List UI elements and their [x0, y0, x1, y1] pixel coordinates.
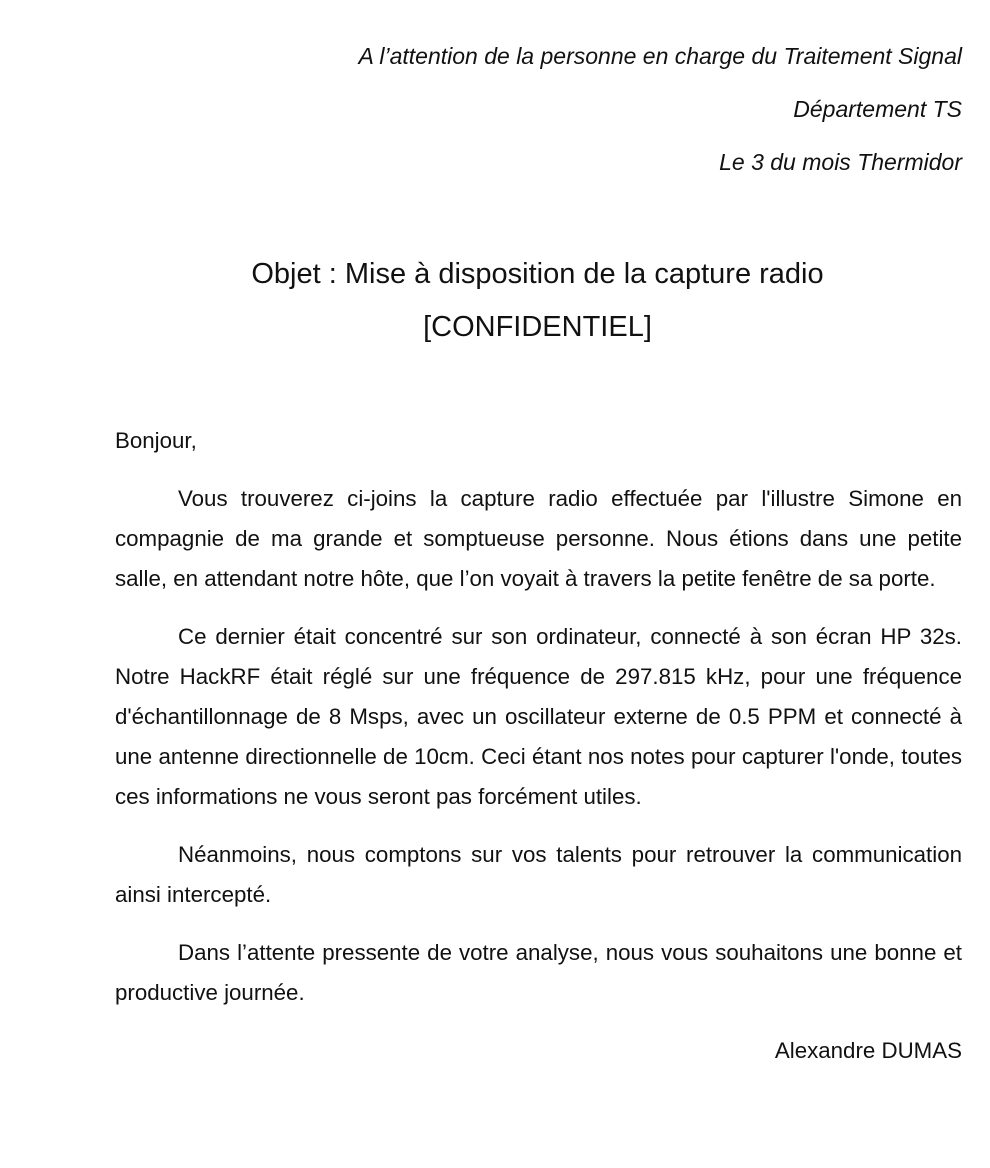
confidential-label: [CONFIDENTIEL] [423, 311, 652, 343]
subject-line: Objet : Mise à disposition de la capture radio [251, 258, 824, 290]
letter-body [115, 421, 962, 1071]
date-line: Le 3 du mois Thermidor [719, 149, 962, 175]
subject-heading [80, 248, 990, 354]
department-line: Département TS [793, 96, 962, 122]
paragraph-closing: Dans l’attente pressente de votre analyse, nous vous souhaitons une bonne et productive journée. [115, 940, 962, 1005]
paragraph-technical-details: Ce dernier était concentré sur son ordinateur, connecté à son écran HP 32s. Notre HackRF était réglé sur une fréquence de 297.815 kHz, pour une fréquence d'échantillonnage de 8 Msps, avec un oscillateur externe de 0.5 PPM et connecté à une antenne directionnelle de 10cm. Ceci étant nos notes pour capturer l'onde, toutes ces informations ne vous seront pas forcément utiles. [115, 624, 962, 809]
recipient-line: A l’attention de la personne en charge du Traitement Signal [358, 43, 962, 69]
paragraph-request: Néanmoins, nous comptons sur vos talents pour retrouver la communication ainsi intercepté. [115, 842, 962, 907]
recipient-block [102, 30, 962, 189]
greeting: Bonjour, [115, 428, 197, 453]
signature: Alexandre DUMAS [774, 1038, 962, 1063]
paragraph-capture-intro: Vous trouverez ci-joins la capture radio effectuée par l'illustre Simone en compagnie de ma grande et somptueuse personne. Nous étions dans une petite salle, en attendant notre hôte, que l’on voyait à travers la petite fenêtre de sa porte. [115, 486, 962, 591]
